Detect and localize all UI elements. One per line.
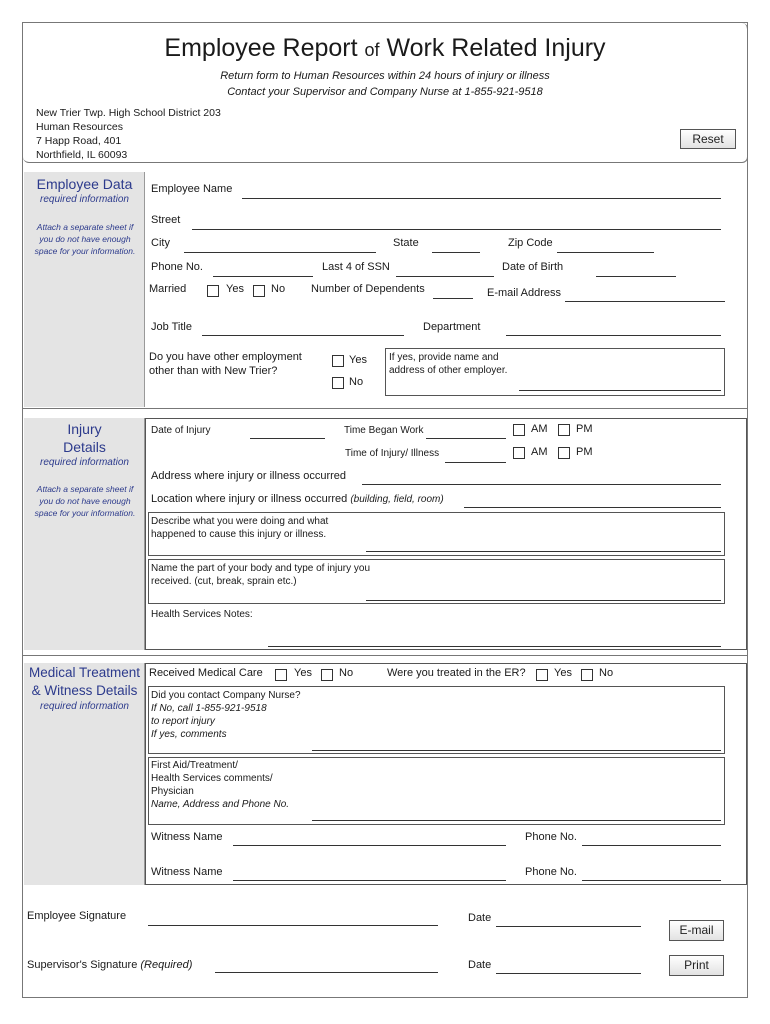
nurse-label (151, 689, 301, 741)
began-pm-checkbox[interactable] (558, 424, 570, 436)
dependents-field[interactable] (433, 298, 473, 299)
treated-er-no-label: No (599, 667, 614, 679)
married-no-label: No (271, 283, 286, 295)
body-part-label: Name the part of your body and type of injury you received. (cut, break, sprain etc.) (151, 563, 371, 587)
employee-attach-note: Attach a separate sheet if you do not have enough space for your information. (34, 222, 136, 256)
employee-name-label: Employee Name (151, 183, 233, 195)
address-line: Human Resources (36, 121, 123, 133)
other-employer-field[interactable] (519, 390, 721, 391)
received-care-yes-checkbox[interactable] (275, 669, 287, 681)
time-began-work-label: Time Began Work (344, 425, 424, 436)
medical-section-title-1: Medical Treatment (28, 665, 141, 680)
date-of-injury-field[interactable] (250, 438, 325, 439)
married-label: Married (149, 283, 187, 295)
nurse-q1: Did you contact Company Nurse? (151, 690, 301, 701)
medical-divider-top (23, 655, 748, 656)
other-employer-note: If yes, provide name and address of other employer. (389, 352, 508, 376)
injury-section-title-2: Details (63, 439, 106, 455)
state-label: State (393, 237, 419, 249)
first-aid-line-1: First Aid/Treatment/ (151, 760, 238, 771)
employee-required-note: required information (40, 194, 129, 205)
began-am-checkbox[interactable] (513, 424, 525, 436)
email-label: E-mail Address (487, 287, 561, 299)
employee-signature-label: Employee Signature (27, 910, 127, 922)
employee-sidebar (24, 172, 145, 407)
body-part-field[interactable] (366, 600, 721, 601)
ssn-field[interactable] (396, 276, 494, 277)
employee-date-field[interactable] (496, 926, 641, 927)
city-field[interactable] (184, 252, 376, 253)
supervisor-signature-field[interactable] (215, 972, 438, 973)
witness-name-label-2: Witness Name (151, 866, 223, 878)
other-employment-no-label: No (349, 376, 364, 388)
witness-name-label-1: Witness Name (151, 831, 223, 843)
treated-er-no-checkbox[interactable] (581, 669, 593, 681)
zip-field[interactable] (557, 252, 654, 253)
describe-label: Describe what you were doing and what happened to cause this injury or illness. (151, 516, 329, 540)
first-aid-label (151, 759, 289, 811)
nurse-comments-field[interactable] (312, 750, 721, 751)
time-of-injury-field[interactable] (445, 462, 506, 463)
title-text-2: Work Related Injury (379, 34, 606, 62)
married-yes-label: Yes (226, 283, 244, 295)
date-of-injury-label: Date of Injury (151, 425, 211, 436)
employee-name-field[interactable] (242, 198, 721, 199)
employee-signature-field[interactable] (148, 925, 438, 926)
supervisor-date-label: Date (468, 959, 492, 971)
print-button[interactable]: Print (669, 955, 724, 976)
began-pm-label: PM (576, 423, 593, 435)
address-occurred-label: Address where injury or illness occurred (151, 470, 347, 482)
received-care-label: Received Medical Care (149, 667, 263, 679)
injury-section-title-1: Injury (67, 421, 102, 437)
address-occurred-field[interactable] (362, 484, 721, 485)
injury-attach-note: Attach a separate sheet if you do not have enough space for your information. (34, 484, 136, 518)
time-of-injury-label: Time of Injury/ Illness (345, 448, 440, 459)
job-title-label: Job Title (151, 321, 192, 333)
employee-section-title: Employee Data (36, 176, 133, 192)
health-notes-field[interactable] (268, 646, 721, 647)
ssn-label: Last 4 of SSN (322, 261, 390, 273)
department-label: Department (423, 321, 481, 333)
instruction-2: Contact your Supervisor and Company Nurse at 1-855-921-9518 (227, 86, 543, 98)
married-yes-checkbox[interactable] (207, 285, 219, 297)
state-field[interactable] (432, 252, 480, 253)
first-aid-line-4: Name, Address and Phone No. (151, 799, 290, 810)
employee-date-label: Date (468, 912, 492, 924)
city-label: City (151, 237, 170, 249)
nurse-q4: If yes, comments (151, 729, 227, 740)
received-care-no-checkbox[interactable] (321, 669, 333, 681)
dependents-label: Number of Dependents (311, 283, 425, 295)
supervisor-date-field[interactable] (496, 973, 641, 974)
injury-divider-top (23, 408, 748, 409)
medical-required-note: required information (40, 701, 129, 712)
location-occurred-field[interactable] (464, 507, 721, 508)
reset-button[interactable]: Reset (680, 129, 736, 149)
time-began-work-field[interactable] (426, 438, 506, 439)
phone-label: Phone No. (151, 261, 203, 273)
injury-pm-checkbox[interactable] (558, 447, 570, 459)
treated-er-yes-checkbox[interactable] (536, 669, 548, 681)
treated-er-yes-label: Yes (554, 667, 572, 679)
location-occurred-label (151, 493, 444, 505)
instruction-1: Return form to Human Resources within 24 hours of injury or illness (220, 70, 550, 82)
describe-field[interactable] (366, 551, 721, 552)
first-aid-line-3: Physician (151, 786, 194, 797)
married-no-checkbox[interactable] (253, 285, 265, 297)
injury-required-note: required information (40, 457, 129, 468)
first-aid-line-2: Health Services comments/ (151, 773, 273, 784)
other-employment-question: Do you have other employment other than with New Trier? (149, 351, 302, 377)
location-occurred-hint: (building, field, room) (350, 494, 444, 505)
district-address (36, 106, 221, 162)
other-employment-no-checkbox[interactable] (332, 377, 344, 389)
received-care-no-label: No (339, 667, 354, 679)
zip-label: Zip Code (508, 237, 553, 249)
email-button[interactable]: E-mail (669, 920, 724, 941)
dob-field[interactable] (596, 276, 676, 277)
witness-phone-field-1[interactable] (582, 845, 721, 846)
witness-phone-field-2[interactable] (582, 880, 721, 881)
medical-section-title-2: & Witness Details (31, 683, 138, 698)
title-text-1: Employee Report (164, 34, 365, 62)
injury-am-checkbox[interactable] (513, 447, 525, 459)
nurse-q2: If No, call 1-855-921-9518 (151, 703, 267, 714)
received-care-yes-label: Yes (294, 667, 312, 679)
supervisor-required-text: (Required) (140, 959, 193, 971)
dob-label: Date of Birth (502, 261, 564, 273)
supervisor-signature-text: Supervisor's Signature (27, 959, 138, 971)
first-aid-field[interactable] (312, 820, 721, 821)
injury-pm-label: PM (576, 446, 593, 458)
street-field[interactable] (192, 229, 721, 230)
other-employment-yes-label: Yes (349, 354, 367, 366)
treated-er-label: Were you treated in the ER? (387, 667, 526, 679)
phone-field[interactable] (213, 276, 313, 277)
job-title-field[interactable] (202, 335, 404, 336)
witness-name-field-1[interactable] (233, 845, 506, 846)
department-field[interactable] (506, 335, 721, 336)
nurse-q3: to report injury (151, 716, 215, 727)
email-field[interactable] (565, 301, 725, 302)
street-label: Street (151, 214, 181, 226)
began-am-label: AM (531, 423, 548, 435)
address-line: 7 Happ Road, 401 (36, 135, 122, 147)
title-text-of: of (364, 40, 380, 60)
health-notes-label: Health Services Notes: (151, 609, 253, 620)
witness-phone-label-1: Phone No. (525, 831, 577, 843)
address-line: New Trier Twp. High School District 203 (36, 107, 221, 119)
witness-phone-label-2: Phone No. (525, 866, 577, 878)
other-employment-yes-checkbox[interactable] (332, 355, 344, 367)
injury-am-label: AM (531, 446, 548, 458)
location-occurred-text: Location where injury or illness occurred (151, 493, 348, 505)
supervisor-signature-label (27, 959, 192, 971)
witness-name-field-2[interactable] (233, 880, 506, 881)
page-title (0, 34, 770, 63)
address-line: Northfield, IL 60093 (36, 149, 128, 161)
